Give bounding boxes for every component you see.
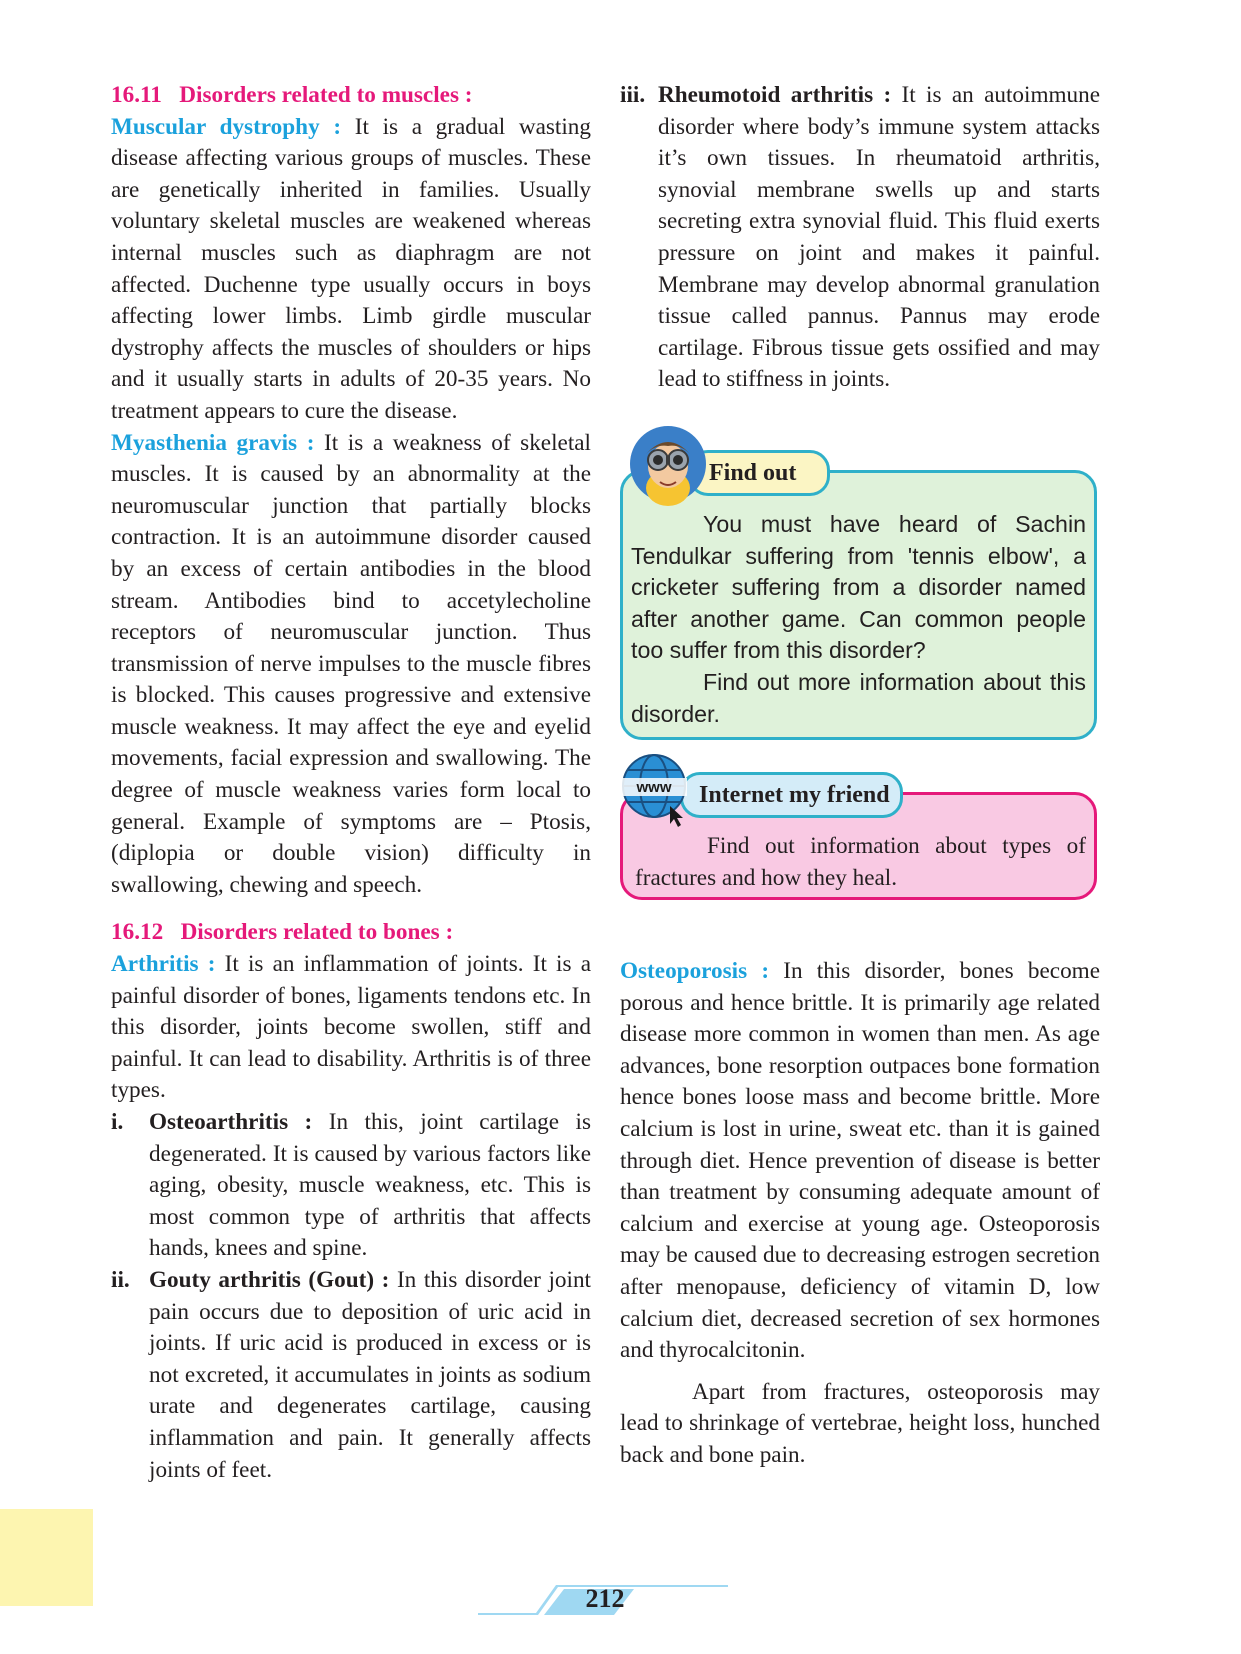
osteoarthritis-text: In this, joint cartilage is degenerated. It is caused by various factors like aging, obesity, muscle weakness, etc. This is most common type of arthritis that affects hands, knees and spine. bbox=[149, 1109, 591, 1262]
myasthenia-gravis-term: Myasthenia gravis : bbox=[111, 429, 315, 456]
boy-with-binoculars-icon bbox=[628, 424, 708, 508]
gout-text: In this disorder joint pain occurs due to deposition of uric acid in joints. If uric acid is produced in excess or is not excreted, it accumulates in joints as sodium urate and degenerates cartilage, causing inflammation and pain. It generally affects joints of feet. bbox=[149, 1266, 591, 1483]
muscular-dystrophy-text: It is a gradual wasting disease affecting various groups of muscles. These are genetically inherited in families. Usually voluntary skeletal muscles are weakened whereas internal muscles such as diaphragm are not affected. Duchenne type usually occurs in boys affecting lower limbs. Limb girdle muscular dystrophy affects the muscles of shoulders or hips and it usually starts in adults of 20-35 years. No treatment appears to cure the disease. bbox=[111, 113, 591, 424]
right-column-bottom bbox=[620, 956, 1100, 1472]
find-out-box bbox=[620, 470, 1097, 740]
myasthenia-gravis-paragraph bbox=[111, 428, 591, 902]
find-out-paragraph-2: Find out more information about this disorder. bbox=[631, 668, 1086, 727]
osteoporosis-term: Osteoporosis : bbox=[620, 958, 770, 984]
muscular-dystrophy-term: Muscular dystrophy : bbox=[111, 113, 342, 140]
rheumatoid-term: Rheumotoid arthritis : bbox=[658, 82, 892, 108]
section-16-11-heading: 16.11 Disorders related to muscles : bbox=[111, 82, 473, 108]
arthritis-text: It is an inflammation of joints. It is a painful disorder of bones, ligaments tendons etc. In this disorder, joints become swollen, stiff and painful. It can lead to disability. Arthritis is of three types. bbox=[111, 951, 591, 1104]
www-globe-icon bbox=[620, 752, 688, 828]
internet-paragraph: Find out information about types of fractures and how they heal. bbox=[635, 833, 1086, 891]
find-out-paragraph-1: You must have heard of Sachin Tendulkar suffering from 'tennis elbow', a cricketer suffering from a disorder named after another game. Can common people too suffer from this disorder? bbox=[631, 511, 1086, 664]
section-16-12-heading: 16.12 Disorders related to bones : bbox=[111, 919, 454, 946]
list-item-rheumatoid bbox=[620, 80, 1100, 396]
list-item-gout bbox=[111, 1265, 591, 1486]
arthritis-term: Arthritis : bbox=[111, 951, 216, 978]
list-number: i. bbox=[111, 1109, 124, 1135]
right-column-top bbox=[620, 80, 1100, 396]
muscular-dystrophy-paragraph bbox=[111, 112, 591, 428]
myasthenia-gravis-text: It is a weakness of skeletal muscles. It is caused by an abnormality at the neuromuscular junction that partially blocks contraction. It is an autoimmune disorder caused by an excess of certain antibodies in the blood stream. Antibodies bind to accetylecholine receptors of neuromuscular junction. Thus transmission of nerve impulses to the muscle fibres is blocked. This causes progressive and extensive muscle weakness. It may affect the eye and eyelid movements, facial expression and swallowing. The degree of muscle weakness varies form local to general. Example of symptoms are – Ptosis, (diplopia or double vision) difficulty in swallowing, chewing and speech. bbox=[111, 429, 591, 898]
gout-term: Gouty arthritis (Gout) : bbox=[149, 1266, 390, 1293]
list-item-osteoarthritis bbox=[111, 1107, 591, 1265]
list-number: iii. bbox=[620, 82, 646, 108]
left-column bbox=[111, 80, 591, 1486]
rheumatoid-text: It is an autoimmune disorder where body’s immune system attacks it’s own tissues. In rheumatoid arthritis, synovial membrane swells up and starts secreting extra synovial fluid. This fluid exerts pressure on joint and makes it painful. Membrane may develop abnormal granulation tissue called pannus. Pannus may erode cartilage. Fibrous tissue gets ossified and may lead to stiffness in joints. bbox=[658, 82, 1100, 393]
page-number: 212 bbox=[585, 1584, 625, 1613]
list-number: ii. bbox=[111, 1266, 130, 1293]
internet-my-friend-label: Internet my friend bbox=[680, 772, 903, 818]
find-out-label: Find out bbox=[688, 450, 830, 496]
arthritis-paragraph bbox=[111, 949, 591, 1107]
osteoporosis-text: In this disorder, bones become porous and hence brittle. It is primarily age related disease more common in women than men. As age advances, bone resorption outpaces bone formation hence bones loose mass and become brittle. More calcium is lost in urine, sweat etc. than it is gained through diet. Hence prevention of disease is better than treatment by consuming adequate amount of calcium and exercise at young age. Osteoporosis may be caused due to decreasing estrogen secretion after menopause, deficiency of vitamin D, low calcium diet, decreased secretion of sex hormones and thyrocalcitonin. bbox=[620, 958, 1100, 1364]
osteoarthritis-term: Osteoarthritis : bbox=[149, 1109, 313, 1135]
www-globe-text: www bbox=[636, 779, 672, 796]
side-tab-marker bbox=[0, 1509, 93, 1606]
osteoporosis-paragraph bbox=[620, 956, 1100, 1367]
osteoporosis-paragraph-2: Apart from fractures, osteoporosis may lead to shrinkage of vertebrae, height loss, hunched back and bone pain. bbox=[620, 1378, 1100, 1468]
